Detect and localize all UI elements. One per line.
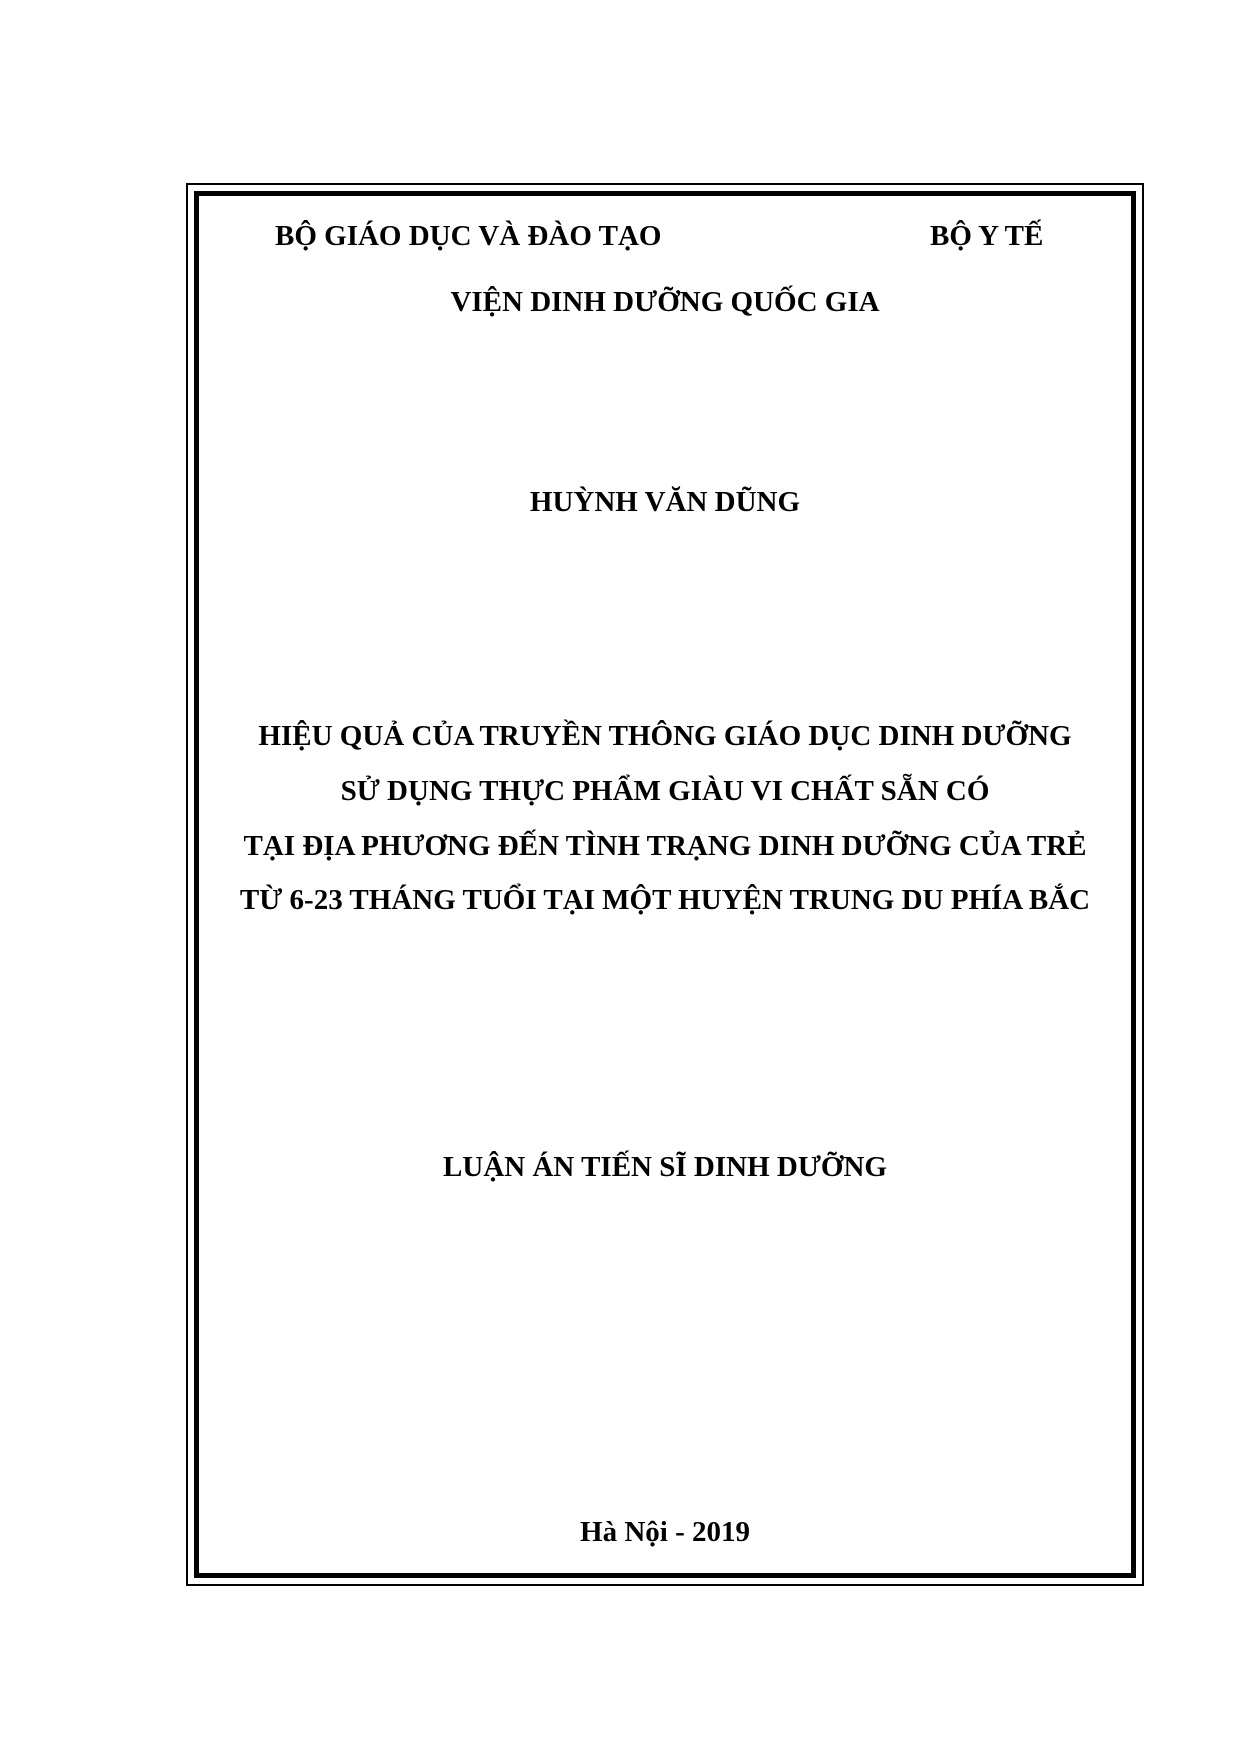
- place-and-year: Hà Nội - 2019: [580, 1516, 750, 1548]
- thesis-title-line: TẠI ĐỊA PHƯƠNG ĐẾN TÌNH TRẠNG DINH DƯỠNG CỦA TRẺ: [243, 830, 1087, 862]
- thesis-title-line: HIỆU QUẢ CỦA TRUYỀN THÔNG GIÁO DỤC DINH DƯỠNG: [258, 720, 1072, 752]
- thesis-title-line: TỪ 6-23 THÁNG TUỔI TẠI MỘT HUYỆN TRUNG DU PHÍA BẮC: [239, 884, 1091, 916]
- degree-label: LUẬN ÁN TIẾN SĨ DINH DƯỠNG: [443, 1151, 887, 1183]
- thesis-title-line: SỬ DỤNG THỰC PHẨM GIÀU VI CHẤT SẴN CÓ: [340, 775, 990, 807]
- author-name: HUỲNH VĂN DŨNG: [529, 486, 801, 518]
- institute-name: VIỆN DINH DƯỠNG QUỐC GIA: [450, 286, 880, 318]
- ministry-of-health-label: BỘ Y TẾ: [930, 220, 1044, 252]
- ministry-of-education-label: BỘ GIÁO DỤC VÀ ĐÀO TẠO: [275, 220, 662, 252]
